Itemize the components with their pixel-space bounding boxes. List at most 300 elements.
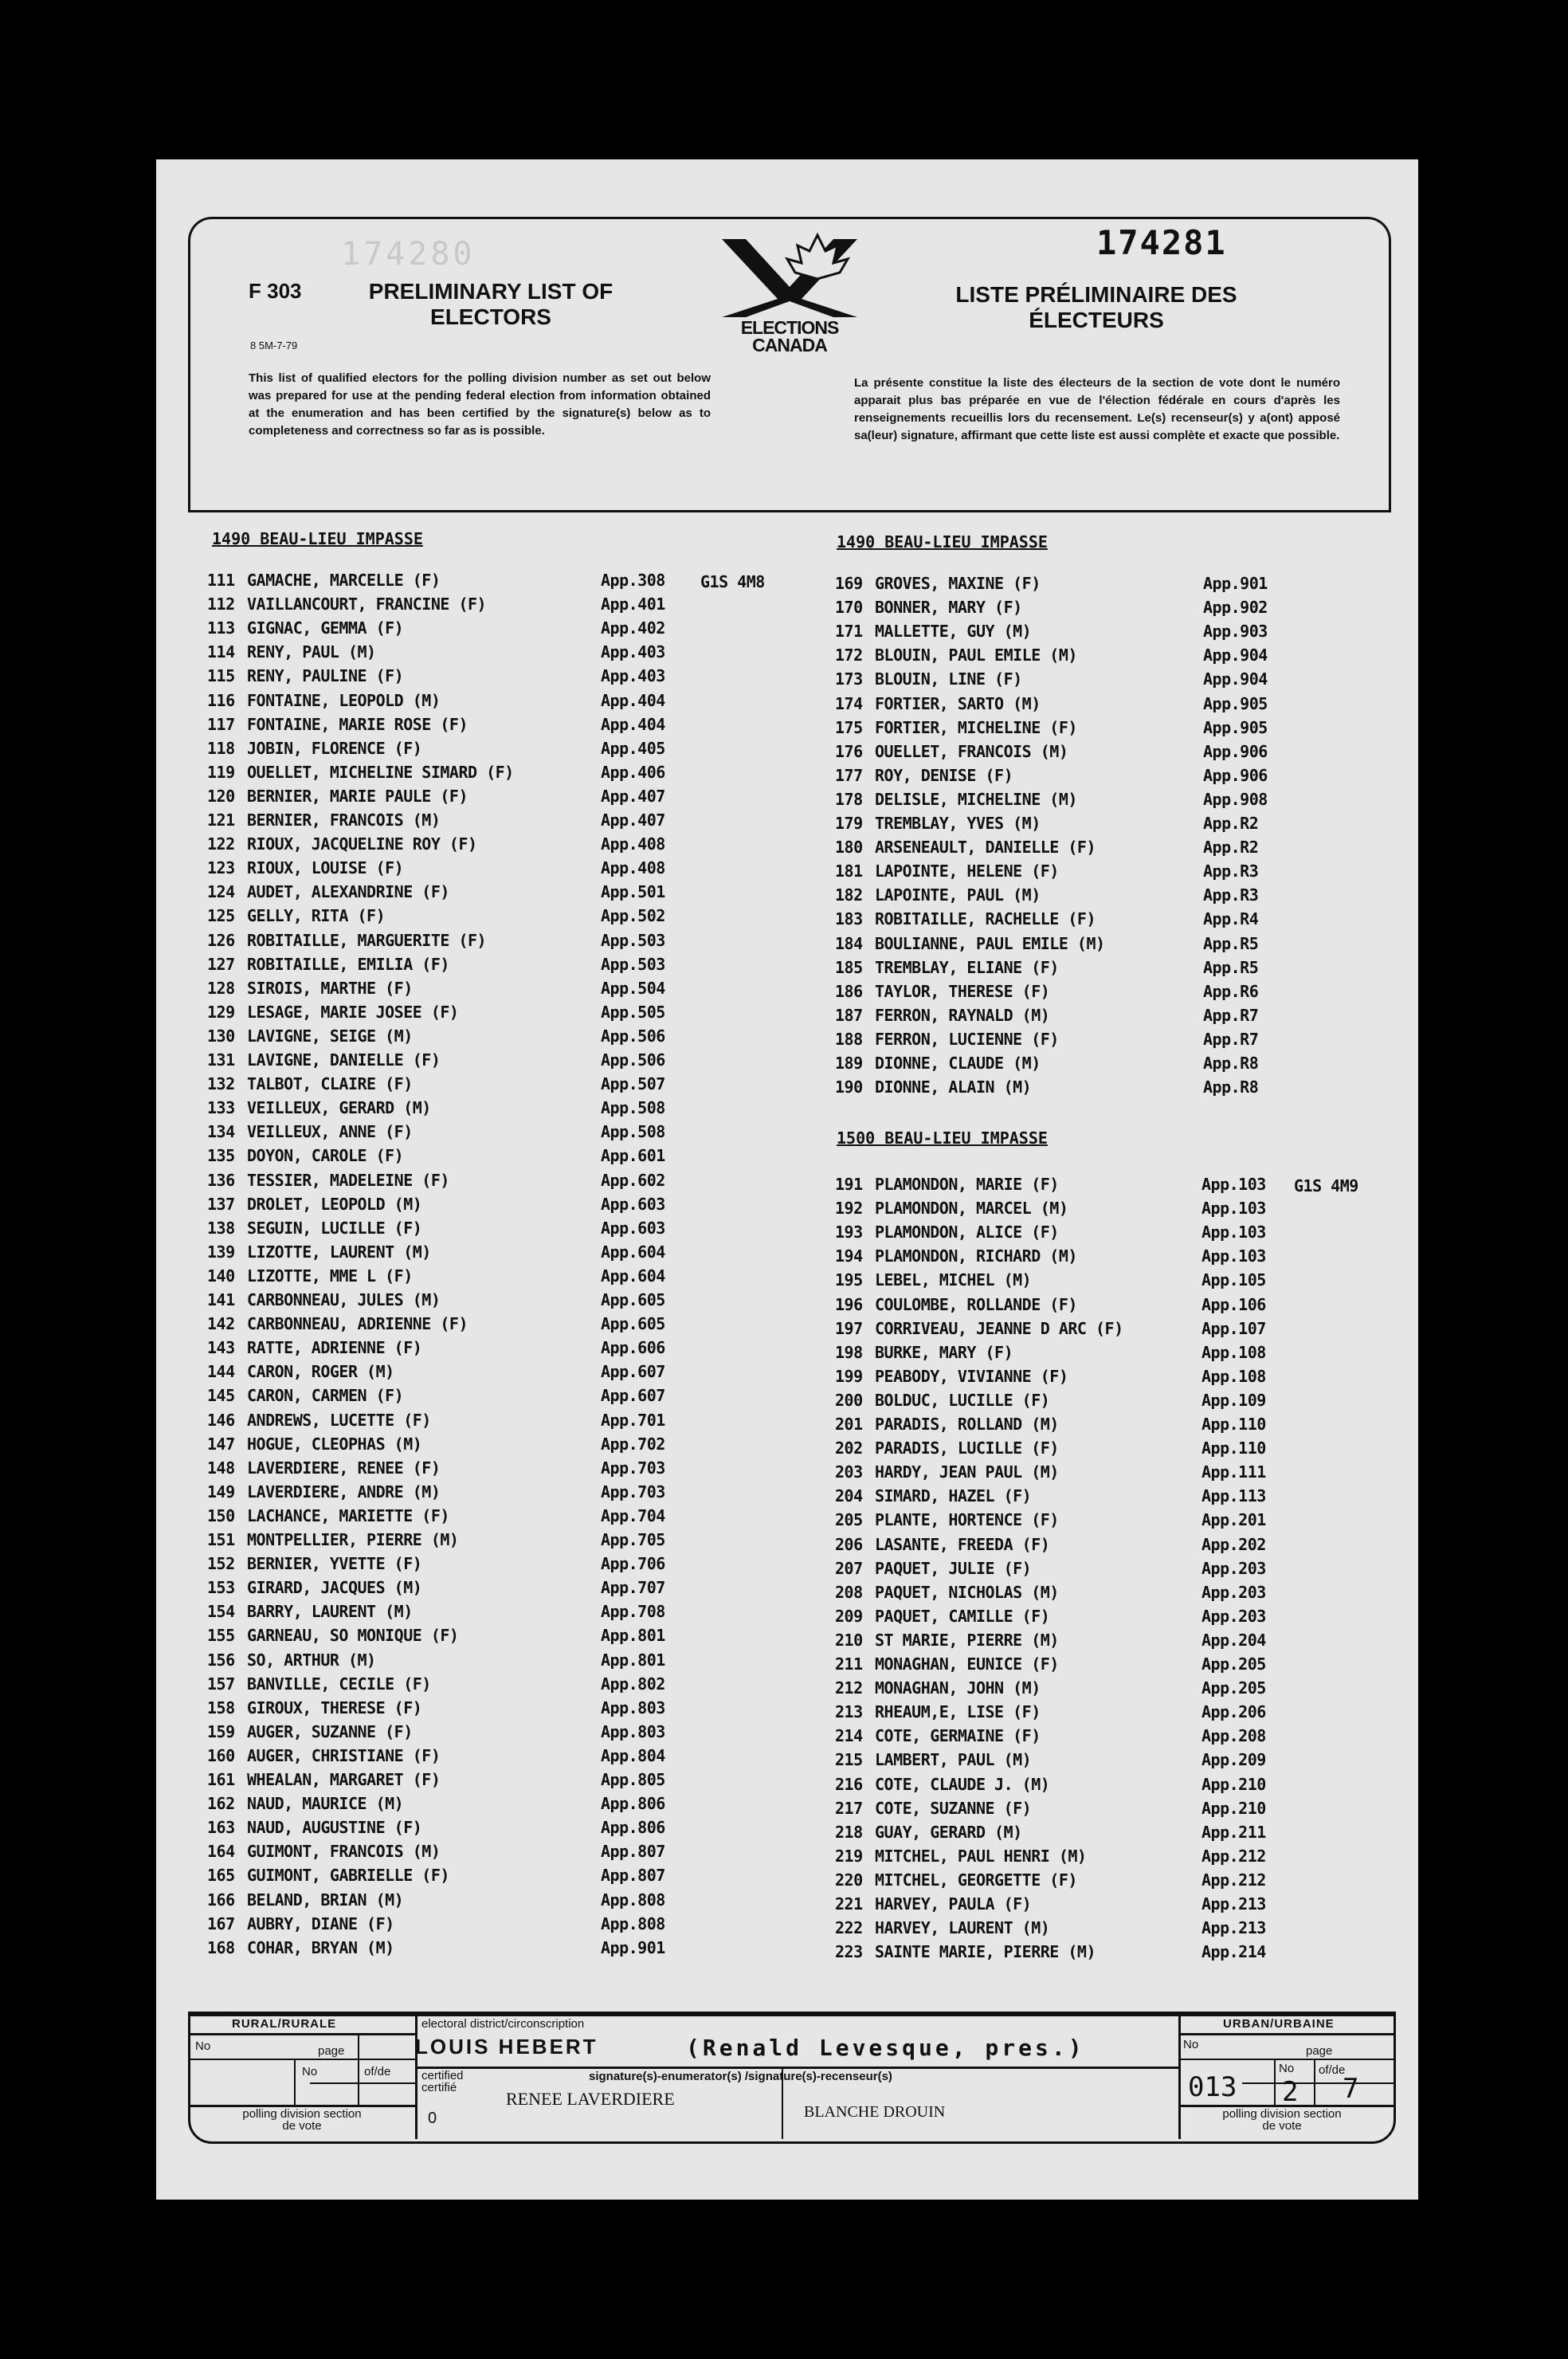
elector-apartment: App.901	[601, 1937, 665, 1957]
elector-name: MONAGHAN, JOHN (M)	[875, 1678, 1041, 1698]
elector-name: VAILLANCOURT, FRANCINE (F)	[247, 595, 487, 614]
elector-name: CARBONNEAU, ADRIENNE (F)	[247, 1314, 468, 1334]
elector-name: SO, ARTHUR (M)	[247, 1650, 376, 1670]
elector-name: COHAR, BRYAN (M)	[247, 1937, 394, 1957]
elector-name: LAPOINTE, PAUL (M)	[875, 885, 1041, 905]
elector-name: SAINTE MARIE, PIERRE (M)	[875, 1942, 1096, 1962]
elector-number: 117	[207, 714, 235, 734]
elector-name: WHEALAN, MARGARET (F)	[247, 1770, 441, 1789]
elector-apartment: App.601	[601, 1146, 665, 1166]
elector-name: BERNIER, MARIE PAULE (F)	[247, 786, 468, 806]
elector-name: FORTIER, MICHELINE (F)	[875, 717, 1077, 737]
elector-number: 179	[835, 814, 863, 833]
elector-number: 150	[207, 1505, 235, 1525]
elector-apartment: App.906	[1203, 765, 1268, 785]
no-label-rural-2: No	[302, 2065, 318, 2078]
elector-apartment: App.708	[601, 1602, 665, 1622]
elector-number: 186	[835, 981, 863, 1001]
elector-apartment: App.213	[1201, 1894, 1266, 1913]
elector-name: FORTIER, SARTO (M)	[875, 693, 1041, 713]
elector-apartment: App.404	[601, 690, 665, 710]
elector-name: NAUD, MAURICE (M)	[247, 1794, 404, 1814]
elector-number: 119	[207, 762, 235, 782]
elector-number: 133	[207, 1098, 235, 1118]
elector-apartment: App.801	[601, 1650, 665, 1670]
elector-number: 214	[835, 1726, 863, 1746]
elector-number: 197	[835, 1318, 863, 1338]
of-label-rural: of/de	[364, 2065, 391, 2078]
elector-number: 206	[835, 1534, 863, 1554]
elector-apartment: App.113	[1201, 1486, 1266, 1506]
elector-number: 217	[835, 1798, 863, 1818]
elector-number: 181	[835, 862, 863, 881]
elector-name: MALLETTE, GUY (M)	[875, 622, 1032, 642]
elector-number: 112	[207, 595, 235, 614]
elector-number: 128	[207, 978, 235, 998]
elector-number: 175	[835, 717, 863, 737]
elector-number: 170	[835, 598, 863, 618]
elector-name: BLOUIN, LINE (F)	[875, 669, 1022, 689]
elector-name: SIMARD, HAZEL (F)	[875, 1486, 1032, 1506]
elector-apartment: App.703	[601, 1458, 665, 1478]
elector-name: TAYLOR, THERESE (F)	[875, 981, 1050, 1001]
elector-number: 200	[835, 1390, 863, 1410]
elector-apartment: App.407	[601, 786, 665, 806]
elector-apartment: App.607	[601, 1362, 665, 1382]
elector-number: 157	[207, 1674, 235, 1694]
elector-apartment: App.703	[601, 1482, 665, 1501]
elector-name: RATTE, ADRIENNE (F)	[247, 1338, 422, 1358]
elector-apartment: App.210	[1201, 1798, 1266, 1818]
elector-name: OUELLET, FRANCOIS (M)	[875, 741, 1068, 761]
elector-number: 189	[835, 1054, 863, 1073]
elector-name: DIONNE, ALAIN (M)	[875, 1077, 1032, 1097]
elector-number: 223	[835, 1942, 863, 1962]
elector-apartment: App.111	[1201, 1462, 1266, 1482]
elector-number: 149	[207, 1482, 235, 1501]
elector-name: DIONNE, CLAUDE (M)	[875, 1054, 1041, 1073]
elector-number: 211	[835, 1654, 863, 1674]
page-label-rural: page	[318, 2044, 345, 2058]
footer-box	[188, 2012, 1396, 2144]
elector-number: 203	[835, 1462, 863, 1482]
elector-name: BOULIANNE, PAUL EMILE (M)	[875, 933, 1105, 953]
elector-apartment: App.807	[601, 1866, 665, 1886]
elector-number: 213	[835, 1702, 863, 1722]
elector-number: 194	[835, 1246, 863, 1266]
elector-apartment: App.808	[601, 1890, 665, 1910]
elector-number: 182	[835, 885, 863, 905]
elector-apartment: App.214	[1201, 1942, 1266, 1962]
elector-number: 125	[207, 906, 235, 926]
elector-number: 161	[207, 1770, 235, 1789]
elector-apartment: App.203	[1201, 1606, 1266, 1626]
elector-apartment: App.602	[601, 1170, 665, 1190]
elector-apartment: App.202	[1201, 1534, 1266, 1554]
elector-number: 173	[835, 669, 863, 689]
elector-apartment: App.109	[1201, 1390, 1266, 1410]
elector-number: 222	[835, 1918, 863, 1938]
elector-apartment: App.208	[1201, 1726, 1266, 1746]
elector-name: BLOUIN, PAUL EMILE (M)	[875, 646, 1077, 665]
elector-number: 122	[207, 834, 235, 854]
elector-apartment: App.103	[1201, 1246, 1266, 1266]
elector-apartment: App.508	[601, 1122, 665, 1142]
elector-number: 144	[207, 1362, 235, 1382]
elector-apartment: App.604	[601, 1242, 665, 1262]
elector-apartment: App.206	[1201, 1702, 1266, 1722]
elector-apartment: App.808	[601, 1913, 665, 1933]
elector-apartment: App.210	[1201, 1774, 1266, 1794]
elector-name: FONTAINE, MARIE ROSE (F)	[247, 714, 468, 734]
elector-apartment: App.308	[601, 571, 665, 590]
elector-apartment: App.408	[601, 858, 665, 878]
elections-canada-logo	[706, 231, 873, 359]
elector-apartment: App.107	[1201, 1318, 1266, 1338]
elector-name: LIZOTTE, LAURENT (M)	[247, 1242, 431, 1262]
elector-apartment: App.R2	[1203, 838, 1259, 858]
elector-name: TREMBLAY, YVES (M)	[875, 814, 1041, 833]
elector-number: 192	[835, 1199, 863, 1219]
elector-number: 162	[207, 1794, 235, 1814]
elector-name: LEBEL, MICHEL (M)	[875, 1270, 1032, 1290]
elector-number: 114	[207, 642, 235, 662]
elector-apartment: App.203	[1201, 1558, 1266, 1578]
elector-name: LAMBERT, PAUL (M)	[875, 1750, 1032, 1770]
elector-name: AUDET, ALEXANDRINE (F)	[247, 882, 449, 902]
elector-name: PLAMONDON, MARIE (F)	[875, 1175, 1059, 1194]
elector-name: GUIMONT, GABRIELLE (F)	[247, 1866, 449, 1886]
elector-number: 111	[207, 571, 235, 590]
elector-name: ST MARIE, PIERRE (M)	[875, 1630, 1059, 1650]
elector-name: ROBITAILLE, RACHELLE (F)	[875, 909, 1096, 929]
elector-name: VEILLEUX, GERARD (M)	[247, 1098, 431, 1118]
elector-apartment: App.R8	[1203, 1077, 1259, 1097]
elector-name: BANVILLE, CECILE (F)	[247, 1674, 431, 1694]
elector-number: 138	[207, 1218, 235, 1238]
elector-apartment: App.401	[601, 595, 665, 614]
elector-name: LESAGE, MARIE JOSEE (F)	[247, 1002, 459, 1022]
elector-number: 195	[835, 1270, 863, 1290]
maple-x-icon	[706, 231, 873, 319]
certified-value: 0	[428, 2110, 437, 2127]
elector-apartment: App.906	[1203, 741, 1268, 761]
elector-name: TESSIER, MADELEINE (F)	[247, 1170, 449, 1190]
elector-number: 169	[835, 574, 863, 593]
elector-name: GARNEAU, SO MONIQUE (F)	[247, 1626, 459, 1646]
elector-name: ROY, DENISE (F)	[875, 765, 1013, 785]
elector-name: ROBITAILLE, EMILIA (F)	[247, 954, 449, 974]
elector-apartment: App.103	[1201, 1175, 1266, 1194]
elector-apartment: App.502	[601, 906, 665, 926]
elector-number: 209	[835, 1606, 863, 1626]
elector-apartment: App.905	[1203, 717, 1268, 737]
elector-name: NAUD, AUGUSTINE (F)	[247, 1818, 422, 1838]
elector-apartment: App.108	[1201, 1342, 1266, 1362]
elector-name: LASANTE, FREEDA (F)	[875, 1534, 1050, 1554]
elector-name: HARVEY, LAURENT (M)	[875, 1918, 1050, 1938]
elector-number: 190	[835, 1077, 863, 1097]
elector-number: 154	[207, 1602, 235, 1622]
elector-name: PLAMONDON, RICHARD (M)	[875, 1246, 1077, 1266]
elector-name: LAVIGNE, SEIGE (M)	[247, 1026, 413, 1046]
elector-number: 205	[835, 1510, 863, 1530]
elector-name: DELISLE, MICHELINE (M)	[875, 789, 1077, 809]
polling-division-number: 013	[1188, 2071, 1237, 2103]
elector-apartment: App.R3	[1203, 862, 1259, 881]
elector-apartment: App.402	[601, 618, 665, 638]
elector-name: LACHANCE, MARIETTE (F)	[247, 1505, 449, 1525]
elector-name: TALBOT, CLAIRE (F)	[247, 1074, 413, 1094]
elector-name: RIOUX, LOUISE (F)	[247, 858, 404, 878]
elector-apartment: App.701	[601, 1410, 665, 1430]
elector-number: 141	[207, 1290, 235, 1309]
certified-label: certified certifié	[421, 2069, 464, 2094]
elector-name: ROBITAILLE, MARGUERITE (F)	[247, 930, 487, 950]
elector-apartment: App.607	[601, 1386, 665, 1406]
elector-number: 151	[207, 1530, 235, 1549]
elector-apartment: App.908	[1203, 789, 1268, 809]
signature-1: RENEE LAVERDIERE	[506, 2089, 675, 2109]
elector-number: 202	[835, 1439, 863, 1458]
elector-list-right-2	[835, 1175, 1393, 2012]
elector-apartment: App.408	[601, 834, 665, 854]
elector-apartment: App.R5	[1203, 933, 1259, 953]
street-heading-left: 1490 BEAU-LIEU IMPASSE	[212, 529, 423, 548]
elector-number: 156	[207, 1650, 235, 1670]
elector-apartment: App.806	[601, 1818, 665, 1838]
elector-name: LAVERDIERE, ANDRE (M)	[247, 1482, 441, 1501]
elector-apartment: App.211	[1201, 1822, 1266, 1842]
elector-number: 216	[835, 1774, 863, 1794]
elector-number: 159	[207, 1721, 235, 1741]
postal-code-left: G1S 4M8	[700, 572, 765, 591]
elector-apartment: App.506	[601, 1050, 665, 1070]
signature-2: BLANCHE DROUIN	[804, 2103, 946, 2121]
district-label: electoral district/circonscription	[421, 2017, 585, 2031]
elector-apartment: App.105	[1201, 1270, 1266, 1290]
elector-apartment: App.503	[601, 954, 665, 974]
elector-name: GROVES, MAXINE (F)	[875, 574, 1041, 593]
elector-number: 152	[207, 1554, 235, 1574]
elector-number: 174	[835, 693, 863, 713]
elector-apartment: App.R5	[1203, 957, 1259, 977]
elector-number: 148	[207, 1458, 235, 1478]
elector-apartment: App.103	[1201, 1199, 1266, 1219]
elector-number: 137	[207, 1194, 235, 1214]
elector-number: 146	[207, 1410, 235, 1430]
elector-number: 184	[835, 933, 863, 953]
elector-number: 145	[207, 1386, 235, 1406]
elector-number: 221	[835, 1894, 863, 1913]
elector-apartment: App.205	[1201, 1654, 1266, 1674]
elector-number: 160	[207, 1745, 235, 1765]
elector-name: GUIMONT, FRANCOIS (M)	[247, 1842, 441, 1862]
elector-number: 113	[207, 618, 235, 638]
elector-name: LAVERDIERE, RENEE (F)	[247, 1458, 441, 1478]
urban-label: URBAN/URBAINE	[1223, 2017, 1335, 2031]
elector-name: PAQUET, NICHOLAS (M)	[875, 1582, 1059, 1602]
elector-name: RENY, PAUL (M)	[247, 642, 376, 662]
elector-number: 126	[207, 930, 235, 950]
elector-name: BERNIER, FRANCOIS (M)	[247, 811, 441, 830]
elector-apartment: App.804	[601, 1745, 665, 1765]
elector-apartment: App.507	[601, 1074, 665, 1094]
elector-name: ARSENEAULT, DANIELLE (F)	[875, 838, 1096, 858]
elector-number: 153	[207, 1578, 235, 1598]
polling-division-label-urban: polling division section de vote	[1222, 2107, 1342, 2133]
elector-number: 127	[207, 954, 235, 974]
no-label-rural: No	[195, 2039, 211, 2053]
elector-number: 155	[207, 1626, 235, 1646]
elector-name: SEGUIN, LUCILLE (F)	[247, 1218, 422, 1238]
elector-apartment: App.212	[1201, 1870, 1266, 1890]
polling-division-label-rural: polling division section de vote	[242, 2107, 362, 2133]
elector-apartment: App.901	[1203, 574, 1268, 593]
elector-name: BONNER, MARY (F)	[875, 598, 1022, 618]
document-sheet	[156, 159, 1418, 2200]
elector-apartment: App.407	[601, 811, 665, 830]
elector-number: 129	[207, 1002, 235, 1022]
elector-apartment: App.504	[601, 978, 665, 998]
serial-faint: 174280	[341, 236, 476, 273]
serial-number: 174281	[1096, 223, 1227, 262]
street-heading-right-1: 1490 BEAU-LIEU IMPASSE	[837, 532, 1048, 551]
elector-name: HOGUE, CLEOPHAS (M)	[247, 1434, 422, 1454]
elector-name: DOYON, CAROLE (F)	[247, 1146, 404, 1166]
elector-name: LAVIGNE, DANIELLE (F)	[247, 1050, 441, 1070]
elector-apartment: App.204	[1201, 1630, 1266, 1650]
of-label-urban: of/de	[1319, 2063, 1346, 2077]
elector-apartment: App.405	[601, 738, 665, 758]
elector-number: 124	[207, 882, 235, 902]
elector-apartment: App.106	[1201, 1294, 1266, 1314]
elector-apartment: App.803	[601, 1721, 665, 1741]
elector-apartment: App.R4	[1203, 909, 1259, 929]
elector-apartment: App.R7	[1203, 1029, 1259, 1049]
elector-number: 198	[835, 1342, 863, 1362]
elector-apartment: App.902	[1203, 598, 1268, 618]
elector-apartment: App.R7	[1203, 1005, 1259, 1025]
elector-number: 171	[835, 622, 863, 642]
elector-name: CARBONNEAU, JULES (M)	[247, 1290, 441, 1309]
elector-name: HARVEY, PAULA (F)	[875, 1894, 1032, 1913]
elector-apartment: App.108	[1201, 1366, 1266, 1386]
elector-name: COTE, CLAUDE J. (M)	[875, 1774, 1050, 1794]
elector-name: AUGER, CHRISTIANE (F)	[247, 1745, 441, 1765]
elector-name: AUBRY, DIANE (F)	[247, 1913, 394, 1933]
elector-number: 134	[207, 1122, 235, 1142]
elector-number: 132	[207, 1074, 235, 1094]
elector-apartment: App.702	[601, 1434, 665, 1454]
district-name: LOUIS HEBERT	[415, 2035, 598, 2059]
elector-number: 121	[207, 811, 235, 830]
elector-number: 218	[835, 1822, 863, 1842]
elector-number: 193	[835, 1223, 863, 1242]
title-english: PRELIMINARY LIST OF ELECTORS	[368, 279, 613, 329]
elector-number: 183	[835, 909, 863, 929]
elector-name: COTE, SUZANNE (F)	[875, 1798, 1032, 1818]
elector-number: 115	[207, 666, 235, 686]
elector-name: LIZOTTE, MME L (F)	[247, 1266, 413, 1285]
elector-apartment: App.R8	[1203, 1054, 1259, 1073]
elector-number: 178	[835, 789, 863, 809]
elector-number: 208	[835, 1582, 863, 1602]
elector-apartment: App.201	[1201, 1510, 1266, 1530]
elector-list-left	[207, 571, 765, 1973]
elector-apartment: App.503	[601, 930, 665, 950]
elector-number: 212	[835, 1678, 863, 1698]
district-note: (Renald Levesque, pres.)	[686, 2035, 1085, 2061]
elector-apartment: App.605	[601, 1290, 665, 1309]
elector-name: ANDREWS, LUCETTE (F)	[247, 1410, 431, 1430]
elector-number: 166	[207, 1890, 235, 1910]
elector-apartment: App.904	[1203, 669, 1268, 689]
elector-name: PARADIS, LUCILLE (F)	[875, 1439, 1059, 1458]
intro-french: La présente constitue la liste des électeurs de la section de vote dont le numéro apparait plus bas préparée en vue de l'élection fédérale en cours d'après les renseignements recueillis lors du recensement. Le(s) recenseur(s) y a(ont) apposé sa(leur) signature, affirmant que cette liste est aussi complète et exacte que possible.	[854, 376, 1340, 442]
elector-name: GAMACHE, MARCELLE (F)	[247, 571, 441, 590]
elector-apartment: App.209	[1201, 1750, 1266, 1770]
elector-number: 201	[835, 1415, 863, 1434]
elector-name: CARON, ROGER (M)	[247, 1362, 394, 1382]
elector-apartment: App.604	[601, 1266, 665, 1285]
elector-number: 143	[207, 1338, 235, 1358]
elector-apartment: App.605	[601, 1314, 665, 1334]
elector-name: MITCHEL, PAUL HENRI (M)	[875, 1846, 1087, 1866]
elector-number: 185	[835, 957, 863, 977]
elector-apartment: App.212	[1201, 1846, 1266, 1866]
elector-number: 130	[207, 1026, 235, 1046]
elector-name: PLAMONDON, ALICE (F)	[875, 1223, 1059, 1242]
elector-name: MONAGHAN, EUNICE (F)	[875, 1654, 1059, 1674]
elector-apartment: App.705	[601, 1530, 665, 1549]
elector-apartment: App.501	[601, 882, 665, 902]
elector-apartment: App.807	[601, 1842, 665, 1862]
elector-name: MITCHEL, GEORGETTE (F)	[875, 1870, 1077, 1890]
elector-apartment: App.603	[601, 1194, 665, 1214]
page-label-urban: page	[1306, 2044, 1333, 2058]
elector-apartment: App.803	[601, 1698, 665, 1717]
elector-number: 116	[207, 690, 235, 710]
elector-number: 219	[835, 1846, 863, 1866]
elector-name: GUAY, GERARD (M)	[875, 1822, 1022, 1842]
elector-name: BOLDUC, LUCILLE (F)	[875, 1390, 1050, 1410]
elector-name: AUGER, SUZANNE (F)	[247, 1721, 413, 1741]
elector-number: 177	[835, 765, 863, 785]
elector-apartment: App.R3	[1203, 885, 1259, 905]
page-number: 2	[1282, 2076, 1299, 2108]
elector-apartment: App.606	[601, 1338, 665, 1358]
elector-number: 204	[835, 1486, 863, 1506]
elector-name: GIRARD, JACQUES (M)	[247, 1578, 422, 1598]
elector-name: SIROIS, MARTHE (F)	[247, 978, 413, 998]
elector-name: GELLY, RITA (F)	[247, 906, 386, 926]
elector-apartment: App.905	[1203, 693, 1268, 713]
elector-name: CORRIVEAU, JEANNE D ARC (F)	[875, 1318, 1123, 1338]
elector-name: JOBIN, FLORENCE (F)	[247, 738, 422, 758]
elector-number: 172	[835, 646, 863, 665]
no-label-urban-2: No	[1279, 2062, 1295, 2075]
elector-number: 188	[835, 1029, 863, 1049]
elector-name: COULOMBE, ROLLANDE (F)	[875, 1294, 1077, 1314]
elector-name: BELAND, BRIAN (M)	[247, 1890, 404, 1910]
elector-name: GIROUX, THERESE (F)	[247, 1698, 422, 1717]
elector-name: PAQUET, JULIE (F)	[875, 1558, 1032, 1578]
elector-number: 140	[207, 1266, 235, 1285]
elector-apartment: App.R2	[1203, 814, 1259, 833]
elector-number: 168	[207, 1937, 235, 1957]
elector-name: VEILLEUX, ANNE (F)	[247, 1122, 413, 1142]
